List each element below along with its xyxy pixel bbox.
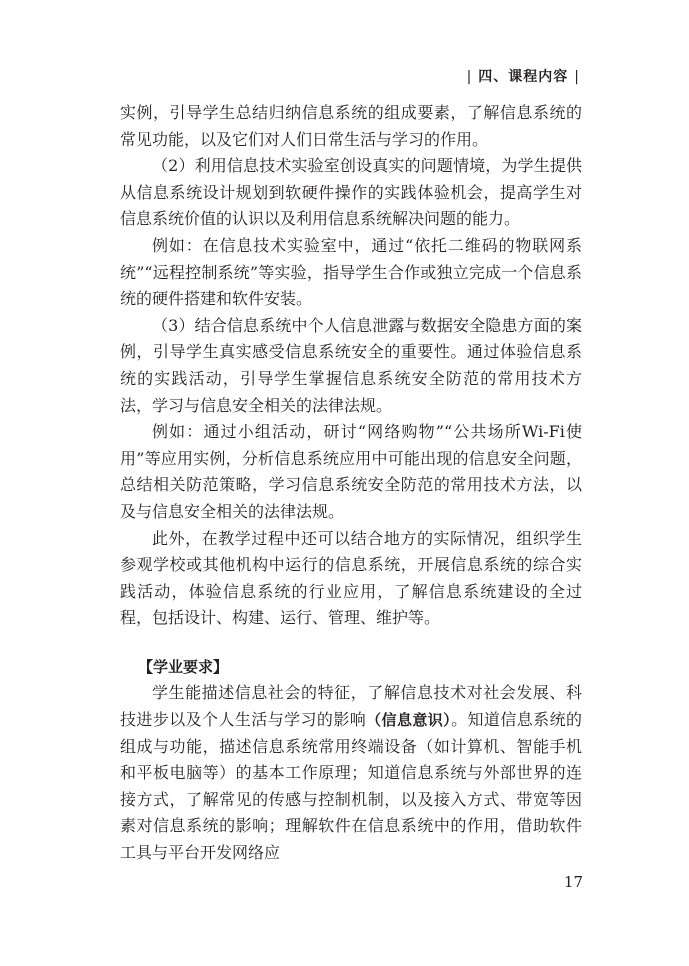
paragraph-example-2: 例如：通过小组活动，研讨“网络购物”“公共场所Wi-Fi使用”等应用实例，分析信息系统应用中可能出现的信息安全问题，总结相关防范策略，学习信息系统安全防范的常用技术方法，以及与信息安全相关的法律法规。 <box>120 422 582 521</box>
paragraph-continued: 实例，引导学生总结归纳信息系统的组成要素，了解信息系统的常见功能，以及它们对人们日常生活与学习的作用。 <box>120 103 582 149</box>
body-text <box>120 100 582 867</box>
paragraph-item-3: （3）结合信息系统中个人信息泄露与数据安全隐患方面的案例，引导学生真实感受信息系统安全的重要性。通过体验信息系统的实践活动，引导学生掌握信息系统安全防范的常用技术方法，学习与信息安全相关的法律法规。 <box>120 315 582 415</box>
section-paragraph <box>120 680 582 866</box>
header-right-bar: | <box>574 69 580 85</box>
bold-term: （信息意识） <box>366 711 452 730</box>
section-text-before: 学生能描述信息社会的特征，了解信息技术对社会发展、科技进步以及个人生活与学习的影响 <box>120 683 582 730</box>
paragraph-item-2: （2）利用信息技术实验室创设真实的问题情境，为学生提供从信息系统设计规划到软硬件操作的实践体验机会，提高学生对信息系统价值的认识以及利用信息系统解决问题的能力。 <box>120 156 582 229</box>
header-section-title: 四、课程内容 <box>478 69 569 85</box>
running-header <box>461 66 586 86</box>
paragraph-example-1: 例如：在信息技术实验室中，通过“依托二维码的物联网系统”“远程控制系统”等实验，指导学生合作或独立完成一个信息系统的硬件搭建和软件安装。 <box>120 235 582 309</box>
section-text-after: 。知道信息系统的组成与功能，描述信息系统常用终端设备（如计算机、智能手机和平板电脑等）的基本工作原理；知道信息系统与外部世界的连接方式，了解常见的传感与控制机制，以及接入方式、带宽等因素对信息系统的影响；理解软件在信息系统中的作用，借助软件工具与平台开发网络应 <box>120 710 582 863</box>
section-heading: 【学业要求】 <box>138 657 229 676</box>
header-left-bar: | <box>466 69 473 85</box>
paragraph-additional: 此外，在教学过程中还可以结合地方的实际情况，组织学生参观学校或其他机构中运行的信息系统，开展信息系统的综合实践活动，体验信息系统的行业应用，了解信息系统建设的全过程，包括设计、构建、运行、管理、维护等。 <box>120 528 582 628</box>
page-number: 17 <box>563 873 583 891</box>
